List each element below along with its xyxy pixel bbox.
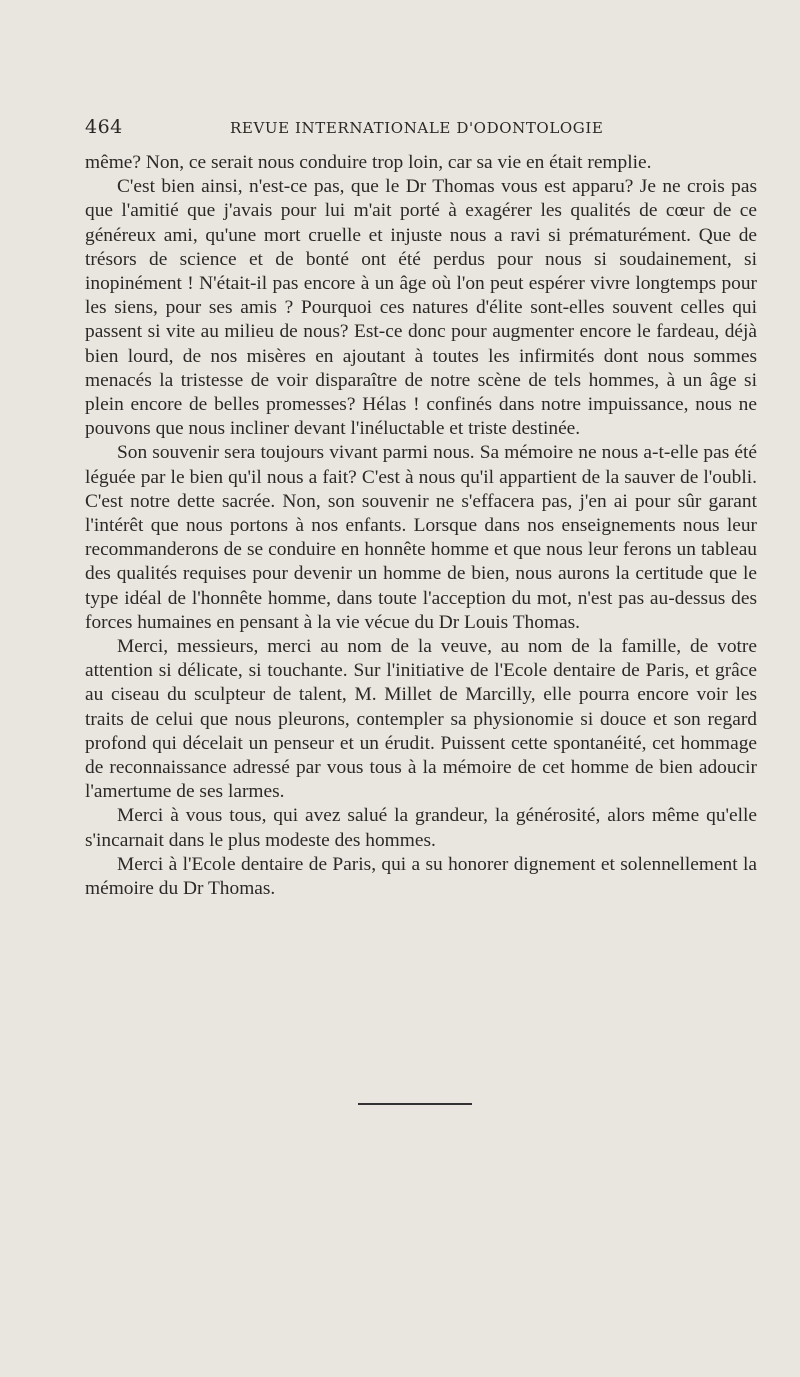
running-header: [85, 116, 757, 142]
paragraph: Merci, messieurs, merci au nom de la veuve, au nom de la famille, de votre attention si délicate, si touchante. Sur l'initiative de l'Ecole dentaire de Paris, et grâce au ciseau du sculpteur de talent, M. Millet de Marcilly, elle pourra encore voir les traits de celui que nous pleurons, contempler sa physionomie si douce et son regard profond qui décelait un penseur et un érudit. Puissent cette spontanéité, cet hommage de reconnaissance adressé par vous tous à la mémoire de cet homme de bien adoucir l'amertume de ses larmes.: [85, 636, 757, 803]
journal-title: REVUE INTERNATIONALE D'ODONTOLOGIE: [230, 119, 604, 137]
paragraph: même? Non, ce serait nous conduire trop loin, car sa vie en était remplie.: [85, 152, 652, 173]
paragraph: Merci à l'Ecole dentaire de Paris, qui a su honorer dignement et solennellement la mémoire du Dr Thomas.: [85, 853, 757, 900]
page-number: 464: [85, 116, 123, 138]
paragraph: Merci à vous tous, qui avez salué la grandeur, la générosité, alors même qu'elle s'incarnait dans le plus modeste des hommes.: [85, 805, 757, 851]
paragraph: Son souvenir sera toujours vivant parmi nous. Sa mémoire ne nous a-t-elle pas été léguée par le bien qu'il nous a fait? C'est à nous qu'il appartient de la sauver de l'oubli. C'est notre dette sacrée. Non, son souvenir ne s'effacera pas, j'en ai pour sûr garant l'intérêt que nous portons à nos enfants. Lorsque dans nos enseignements nous leur recommanderons de se conduire en honnête homme et que nous leur ferons un tableau des qualités requises pour devenir un homme de bien, nous aurons la certitude que le type idéal de l'honnête homme, dans toute l'acception du mot, n'est pas au-dessus des forces humaines en pensant à la vie vécue du Dr Louis Thomas.: [85, 442, 757, 633]
body-text: [85, 151, 757, 901]
paragraph: C'est bien ainsi, n'est-ce pas, que le Dr Thomas vous est apparu? Je ne crois pas que l'amitié que j'avais pour lui m'ait porté à exagérer les qualités de cœur de ce généreux ami, qu'une mort cruelle et injuste nous a ravi si prématurément. Que de trésors de science et de bonté ont été perdus pour nous si soudainement, si inopinément ! N'était-il pas encore à un âge où l'on peut espérer vivre longtemps pour les siens, pour ses amis ? Pourquoi ces natures d'élite sont-elles souvent celles qui passent si vite au milieu de nous? Est-ce donc pour augmenter encore le fardeau, déjà bien lourd, de nos misères en ajoutant à toutes les infirmités dont nous sommes menacés la tristesse de voir disparaître de notre scène de tels hommes, à un âge si plein encore de belles promesses? Hélas ! confinés dans notre impuissance, nous ne pouvons que nous incliner devant l'inéluctable et triste destinée.: [85, 176, 757, 440]
end-rule: [358, 1103, 472, 1105]
